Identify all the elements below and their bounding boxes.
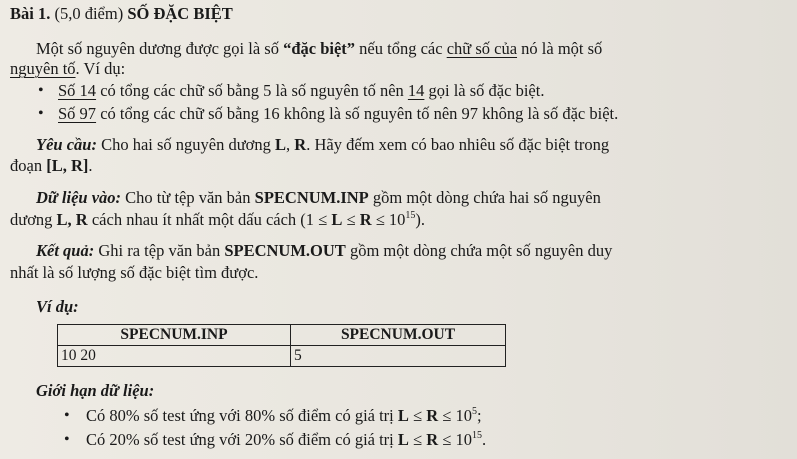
limit-item-2: Có 20% số test ứng với 20% số điểm có giá trị $L \le R \le 10^{15}$.	[86, 430, 487, 449]
table-header-row	[58, 325, 506, 346]
underlined-prime: nguyên tố	[10, 59, 76, 78]
table-row	[58, 346, 506, 367]
bullet-icon: •	[38, 105, 44, 122]
example-item-2: Số 97 có tổng các chữ số bằng 16 không là số nguyên tố nên 97 không là số đặc biệt.	[58, 104, 619, 123]
example-item-1: Số 14 có tổng các chữ số bằng 5 là số nguyên tố nên 14 gọi là số đặc biệt.	[58, 81, 545, 100]
limit-item-1: Có 80% số test ứng với 80% số điểm có giá trị $L \le R \le 10^5$;	[86, 406, 482, 425]
output-filename: SPECNUM.OUT	[224, 241, 346, 260]
table-cell: 10 20	[58, 346, 291, 367]
example-table	[57, 324, 506, 367]
limits-label: Giới hạn dữ liệu:	[36, 381, 155, 400]
input-filename: SPECNUM.INP	[254, 188, 369, 207]
output-line-1: Kết quả: Ghi ra tệp văn bản SPECNUM.OUT gồm một dòng chứa một số nguyên duy	[36, 241, 613, 260]
problem-label: Bài 1.	[10, 4, 51, 23]
bullet-icon: •	[64, 407, 70, 424]
bullet-icon: •	[38, 82, 44, 99]
table-header: SPECNUM.INP	[58, 325, 291, 346]
problem-points: (5,0 điểm)	[54, 4, 124, 23]
intro-line-2: nguyên tố. Ví dụ:	[10, 59, 126, 78]
underlined-digits: chữ số của	[446, 39, 518, 58]
intro-line-1: Một số nguyên dương được gọi là số “đặc biệt” nếu tổng các chữ số của nó là một số	[36, 39, 603, 58]
table-header: SPECNUM.OUT	[291, 325, 506, 346]
requirement-line-1: Yêu cầu: Cho hai số nguyên dương L, R. Hãy đếm xem có bao nhiêu số đặc biệt trong	[36, 135, 610, 154]
example-label: Ví dụ:	[36, 297, 79, 316]
table-cell: 5	[291, 346, 506, 367]
input-line-2: dương L, R cách nhau ít nhất một dấu cách $(1 \le L \le R \le 10^{15})$.	[10, 210, 426, 229]
output-line-2: nhất là số lượng số đặc biệt tìm được.	[10, 263, 259, 282]
bullet-icon: •	[64, 431, 70, 448]
input-line-1: Dữ liệu vào: Cho từ tệp văn bản SPECNUM.INP gồm một dòng chứa hai số nguyên	[36, 188, 601, 207]
requirement-line-2: đoạn [L, R].	[10, 156, 93, 175]
special-term: “đặc biệt”	[283, 39, 356, 58]
problem-title	[10, 4, 233, 24]
problem-name: SỐ ĐẶC BIỆT	[127, 4, 233, 23]
